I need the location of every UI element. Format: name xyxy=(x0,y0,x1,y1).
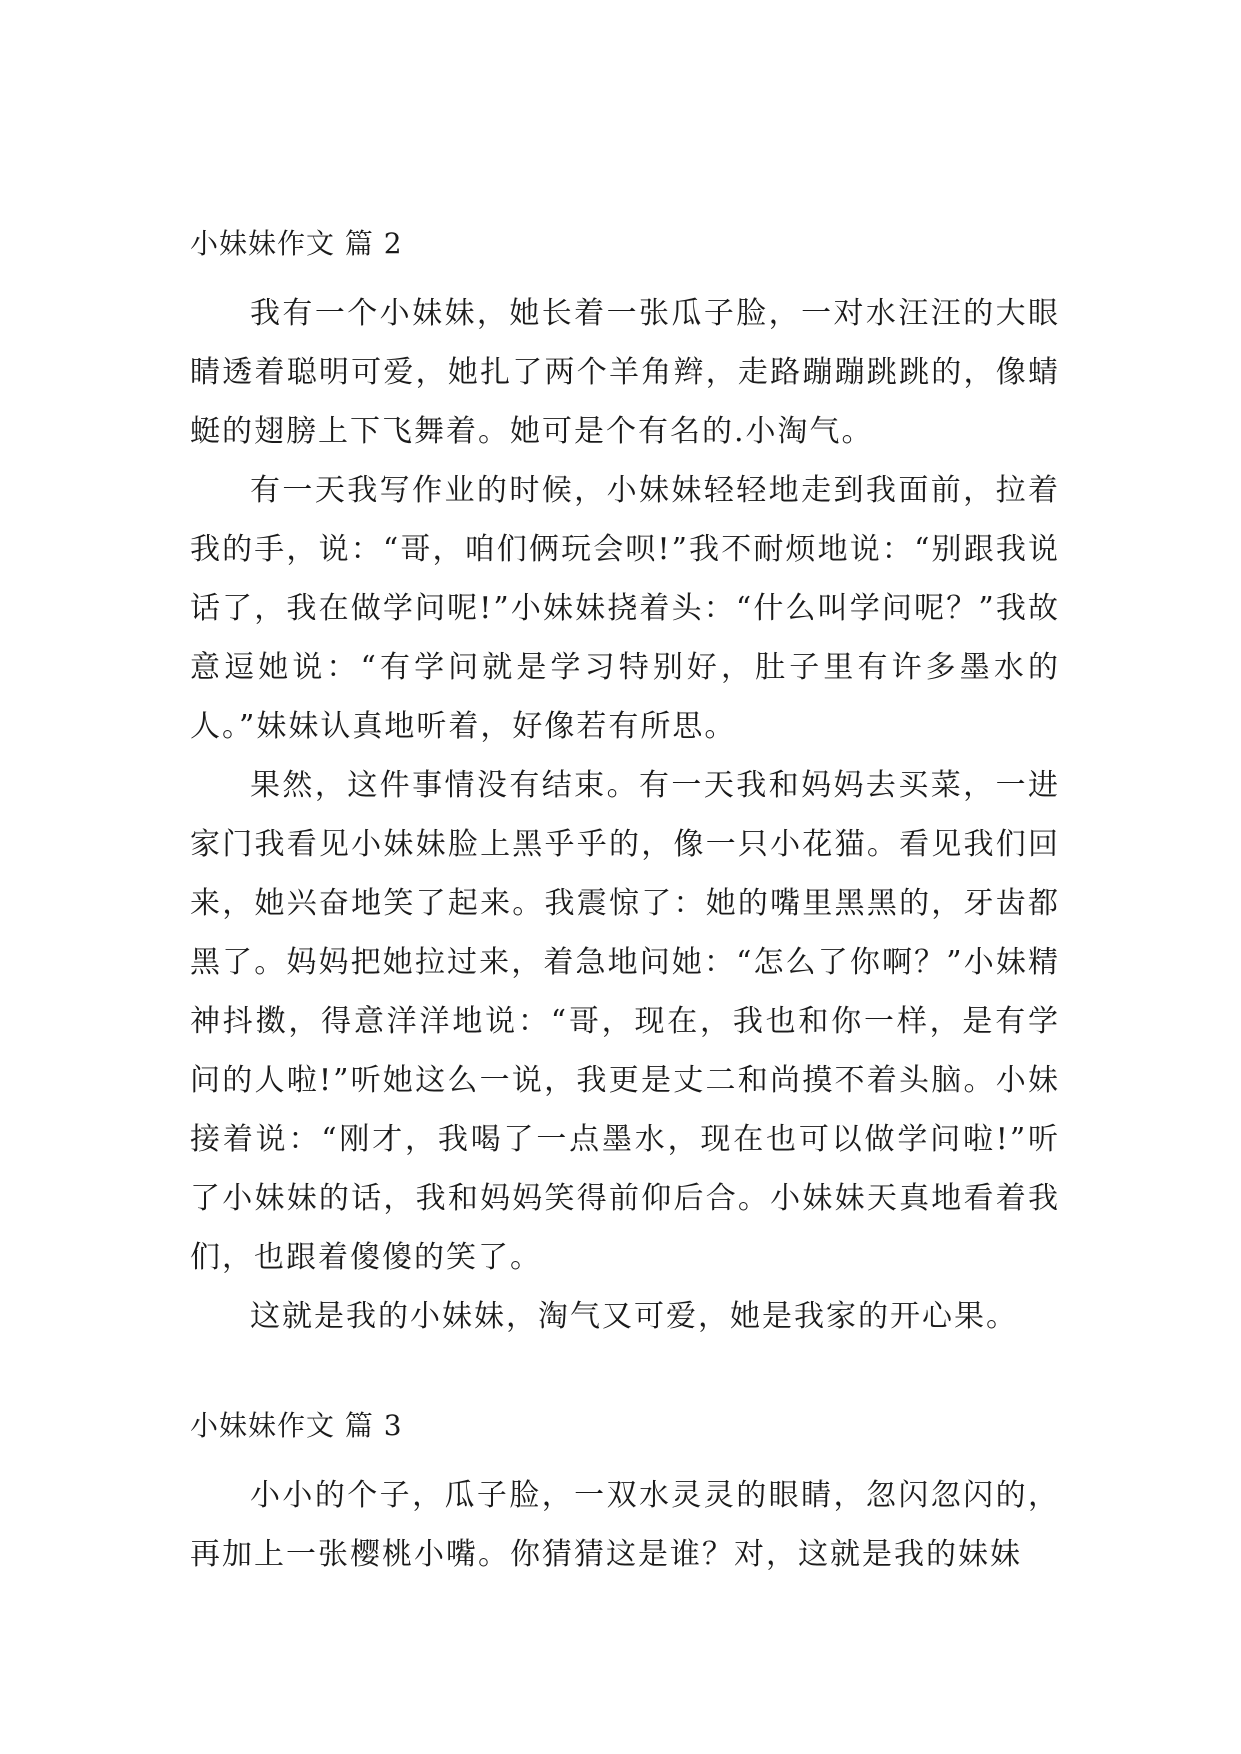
paragraph: 我有一个小妹妹，她长着一张瓜子脸，一对水汪汪的大眼睛透着聪明可爱，她扎了两个羊角辫，走路蹦蹦跳跳的，像蜻蜓的翅膀上下飞舞着。她可是个有名的.小淘气。 xyxy=(190,296,1060,449)
essay-section-2 xyxy=(190,224,1060,1346)
section-divider xyxy=(190,1346,1060,1406)
section-heading: 小妹妹作文 篇 3 xyxy=(190,1409,403,1442)
document-body xyxy=(190,224,1060,1584)
paragraph: 小小的个子，瓜子脸，一双水灵灵的眼睛，忽闪忽闪的，再加上一张樱桃小嘴。你猜猜这是谁？对，这就是我的妹妹 xyxy=(190,1478,1060,1572)
paragraph: 果然，这件事情没有结束。有一天我和妈妈去买菜，一进家门我看见小妹妹脸上黑乎乎的，像一只小花猫。看见我们回来，她兴奋地笑了起来。我震惊了：她的嘴里黑黑的，牙齿都黑了。妈妈把她拉过来，着急地问她：“怎么了你啊？”小妹精神抖擞，得意洋洋地说：“哥，现在，我也和你一样，是有学问的人啦!”听她这么一说，我更是丈二和尚摸不着头脑。小妹接着说：“刚才，我喝了一点墨水，现在也可以做学问啦!”听了小妹妹的话，我和妈妈笑得前仰后合。小妹妹天真地看着我们，也跟着傻傻的笑了。 xyxy=(190,768,1060,1275)
section-heading: 小妹妹作文 篇 2 xyxy=(190,227,403,260)
essay-section-3 xyxy=(190,1406,1060,1584)
paragraph: 这就是我的小妹妹，淘气又可爱，她是我家的开心果。 xyxy=(250,1299,1018,1334)
paragraph: 有一天我写作业的时候，小妹妹轻轻地走到我面前，拉着我的手，说：“哥，咱们俩玩会呗!”我不耐烦地说：“别跟我说话了，我在做学问呢!”小妹妹挠着头：“什么叫学问呢？”我故意逗她说：“有学问就是学习特别好，肚子里有许多墨水的人。”妹妹认真地听着，好像若有所思。 xyxy=(190,473,1060,744)
